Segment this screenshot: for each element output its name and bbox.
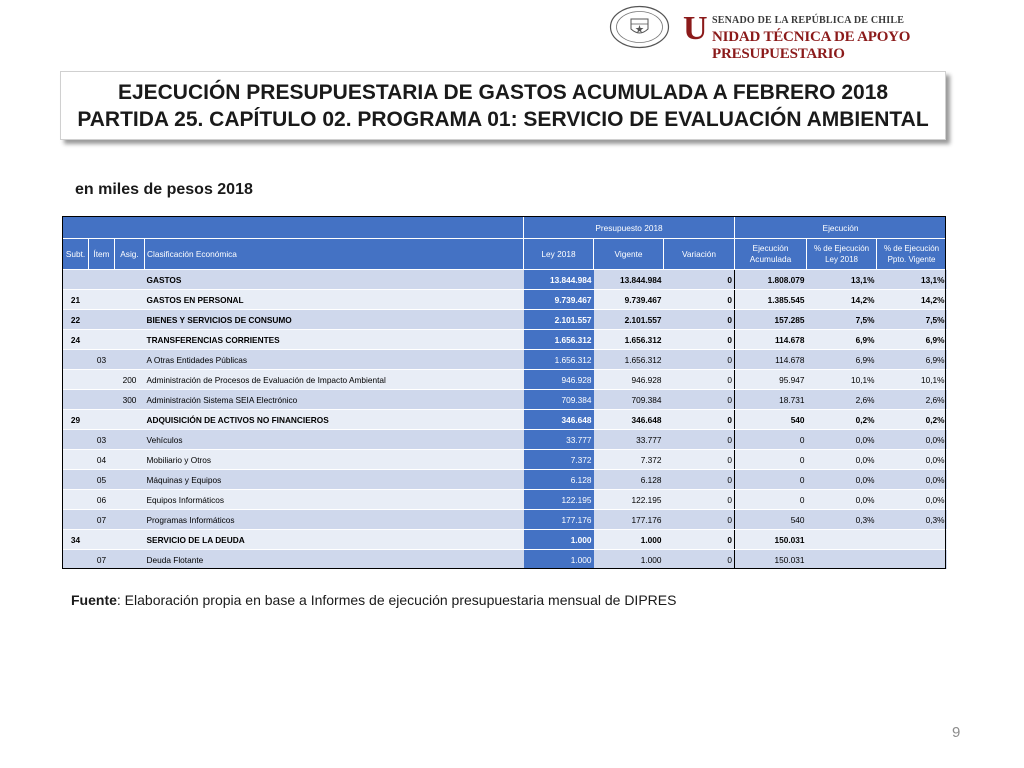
cell-asig <box>115 410 145 430</box>
cell-vigente: 346.648 <box>594 410 664 430</box>
cell-pct-ley: 0,0% <box>807 470 877 490</box>
cell-vigente: 122.195 <box>594 490 664 510</box>
cell-subt <box>63 510 89 530</box>
cell-variacion: 0 <box>664 410 735 430</box>
cell-variacion: 0 <box>664 370 735 390</box>
budget-table <box>62 216 947 570</box>
table-row <box>63 290 947 310</box>
cell-pct-vigente: 2,6% <box>877 390 947 410</box>
cell-pct-vigente: 13,1% <box>877 270 947 290</box>
header-blank <box>63 217 524 239</box>
utap-logo-bottom-line: NIDAD TÉCNICA DE APOYO PRESUPUESTARIO <box>712 29 911 62</box>
table-row <box>63 550 947 570</box>
cell-ejecucion-acumulada: 1.808.079 <box>735 270 807 290</box>
cell-clasificacion: Mobiliario y Otros <box>145 450 524 470</box>
cell-pct-ley: 6,9% <box>807 350 877 370</box>
col-asig: Asig. <box>115 239 145 270</box>
cell-ley: 1.656.312 <box>524 350 594 370</box>
cell-pct-ley <box>807 530 877 550</box>
cell-ejecucion-acumulada: 540 <box>735 410 807 430</box>
cell-pct-vigente <box>877 530 947 550</box>
source-label: Fuente <box>71 592 117 608</box>
cell-vigente: 709.384 <box>594 390 664 410</box>
cell-item <box>89 270 115 290</box>
cell-pct-vigente: 7,5% <box>877 310 947 330</box>
cell-pct-ley: 13,1% <box>807 270 877 290</box>
title-line-2: PARTIDA 25. CAPÍTULO 02. PROGRAMA 01: SERVICIO DE EVALUACIÓN AMBIENTAL <box>77 107 929 131</box>
cell-clasificacion: Máquinas y Equipos <box>145 470 524 490</box>
table-row <box>63 410 947 430</box>
cell-clasificacion: TRANSFERENCIAS CORRIENTES <box>145 330 524 350</box>
cell-variacion: 0 <box>664 350 735 370</box>
col-ley: Ley 2018 <box>524 239 594 270</box>
cell-vigente: 946.928 <box>594 370 664 390</box>
col-ejecucion-acumulada: Ejecución Acumulada <box>735 239 807 270</box>
cell-item: 07 <box>89 510 115 530</box>
cell-pct-ley: 14,2% <box>807 290 877 310</box>
cell-pct-vigente: 0,3% <box>877 510 947 530</box>
source-text: : Elaboración propia en base a Informes de ejecución presupuestaria mensual de DIPRES <box>116 592 677 608</box>
cell-variacion: 0 <box>664 330 735 350</box>
cell-pct-vigente <box>877 550 947 570</box>
cell-ley: 346.648 <box>524 410 594 430</box>
cell-ley: 6.128 <box>524 470 594 490</box>
cell-ley: 2.101.557 <box>524 310 594 330</box>
cell-pct-ley: 2,6% <box>807 390 877 410</box>
cell-item: 03 <box>89 350 115 370</box>
cell-vigente: 6.128 <box>594 470 664 490</box>
cell-pct-vigente: 0,0% <box>877 490 947 510</box>
cell-variacion: 0 <box>664 550 735 570</box>
cell-ejecucion-acumulada: 150.031 <box>735 530 807 550</box>
cell-pct-ley <box>807 550 877 570</box>
cell-ejecucion-acumulada: 0 <box>735 490 807 510</box>
cell-pct-ley: 0,0% <box>807 490 877 510</box>
cell-item <box>89 310 115 330</box>
cell-clasificacion: SERVICIO DE LA DEUDA <box>145 530 524 550</box>
cell-ley: 9.739.467 <box>524 290 594 310</box>
table-row <box>63 430 947 450</box>
cell-pct-ley: 0,0% <box>807 430 877 450</box>
utap-logo-top-line: SENADO DE LA REPÚBLICA DE CHILE <box>712 15 905 26</box>
cell-item: 04 <box>89 450 115 470</box>
cell-vigente: 177.176 <box>594 510 664 530</box>
cell-pct-ley: 0,2% <box>807 410 877 430</box>
cell-ejecucion-acumulada: 95.947 <box>735 370 807 390</box>
cell-subt <box>63 430 89 450</box>
cell-ejecucion-acumulada: 0 <box>735 470 807 490</box>
cell-variacion: 0 <box>664 310 735 330</box>
cell-asig <box>115 510 145 530</box>
cell-subt <box>63 350 89 370</box>
cell-subt <box>63 370 89 390</box>
cell-asig <box>115 330 145 350</box>
source-note <box>71 592 676 608</box>
cell-clasificacion: GASTOS <box>145 270 524 290</box>
table-row <box>63 450 947 470</box>
cell-asig <box>115 490 145 510</box>
cell-subt <box>63 270 89 290</box>
cell-ley: 1.000 <box>524 530 594 550</box>
cell-variacion: 0 <box>664 430 735 450</box>
table-row <box>63 310 947 330</box>
cell-ejecucion-acumulada: 114.678 <box>735 330 807 350</box>
col-vigente: Vigente <box>594 239 664 270</box>
table-row <box>63 510 947 530</box>
cell-subt <box>63 390 89 410</box>
cell-asig <box>115 450 145 470</box>
cell-item <box>89 330 115 350</box>
cell-clasificacion: Vehículos <box>145 430 524 450</box>
cell-vigente: 1.656.312 <box>594 330 664 350</box>
cell-ley: 7.372 <box>524 450 594 470</box>
cell-vigente: 13.844.984 <box>594 270 664 290</box>
units-subtitle: en miles de pesos 2018 <box>75 181 253 198</box>
cell-clasificacion: BIENES Y SERVICIOS DE CONSUMO <box>145 310 524 330</box>
cell-pct-ley: 10,1% <box>807 370 877 390</box>
cell-pct-ley: 6,9% <box>807 330 877 350</box>
cell-pct-vigente: 6,9% <box>877 350 947 370</box>
cell-ley: 1.656.312 <box>524 330 594 350</box>
cell-pct-vigente: 0,2% <box>877 410 947 430</box>
cell-asig <box>115 350 145 370</box>
cell-pct-vigente: 0,0% <box>877 470 947 490</box>
col-subt: Subt. <box>63 239 89 270</box>
cell-item <box>89 290 115 310</box>
cell-vigente: 1.000 <box>594 550 664 570</box>
cell-subt: 24 <box>63 330 89 350</box>
header-ejecucion: Ejecución <box>735 217 947 239</box>
cell-subt: 21 <box>63 290 89 310</box>
col-item: Ítem <box>89 239 115 270</box>
table-row <box>63 530 947 550</box>
cell-variacion: 0 <box>664 450 735 470</box>
header-presupuesto: Presupuesto 2018 <box>524 217 735 239</box>
cell-ejecucion-acumulada: 114.678 <box>735 350 807 370</box>
cell-clasificacion: Administración Sistema SEIA Electrónico <box>145 390 524 410</box>
header-columns-row <box>63 239 947 270</box>
cell-clasificacion: A Otras Entidades Públicas <box>145 350 524 370</box>
cell-asig <box>115 550 145 570</box>
cell-item <box>89 390 115 410</box>
cell-vigente: 1.656.312 <box>594 350 664 370</box>
cell-pct-vigente: 10,1% <box>877 370 947 390</box>
cell-clasificacion: GASTOS EN PERSONAL <box>145 290 524 310</box>
cell-asig: 300 <box>115 390 145 410</box>
header-group-row <box>63 217 947 239</box>
cell-item <box>89 530 115 550</box>
cell-clasificacion: Administración de Procesos de Evaluación de Impacto Ambiental <box>145 370 524 390</box>
cell-pct-vigente: 0,0% <box>877 430 947 450</box>
cell-variacion: 0 <box>664 490 735 510</box>
cell-item <box>89 370 115 390</box>
cell-subt <box>63 490 89 510</box>
cell-variacion: 0 <box>664 530 735 550</box>
col-variacion: Variación <box>664 239 735 270</box>
cell-item: 07 <box>89 550 115 570</box>
col-pct-vigente: % de Ejecución Ppto. Vigente <box>877 239 947 270</box>
cell-ejecucion-acumulada: 0 <box>735 450 807 470</box>
table-row <box>63 350 947 370</box>
cell-ejecucion-acumulada: 157.285 <box>735 310 807 330</box>
cell-item: 06 <box>89 490 115 510</box>
cell-asig <box>115 290 145 310</box>
cell-ejecucion-acumulada: 1.385.545 <box>735 290 807 310</box>
table-row <box>63 370 947 390</box>
cell-vigente: 1.000 <box>594 530 664 550</box>
cell-subt: 29 <box>63 410 89 430</box>
cell-pct-vigente: 6,9% <box>877 330 947 350</box>
cell-subt: 22 <box>63 310 89 330</box>
table-row <box>63 390 947 410</box>
cell-ley: 709.384 <box>524 390 594 410</box>
cell-variacion: 0 <box>664 470 735 490</box>
cell-item: 03 <box>89 430 115 450</box>
cell-asig <box>115 530 145 550</box>
col-clasificacion: Clasificación Económica <box>145 239 524 270</box>
title-box <box>60 71 946 140</box>
cell-subt <box>63 450 89 470</box>
cell-ejecucion-acumulada: 0 <box>735 430 807 450</box>
cell-clasificacion: Programas Informáticos <box>145 510 524 530</box>
cell-ley: 177.176 <box>524 510 594 530</box>
cell-subt: 34 <box>63 530 89 550</box>
cell-variacion: 0 <box>664 510 735 530</box>
cell-pct-ley: 7,5% <box>807 310 877 330</box>
cell-variacion: 0 <box>664 270 735 290</box>
cell-ley: 13.844.984 <box>524 270 594 290</box>
cell-vigente: 2.101.557 <box>594 310 664 330</box>
cell-vigente: 9.739.467 <box>594 290 664 310</box>
cell-asig <box>115 310 145 330</box>
cell-ejecucion-acumulada: 150.031 <box>735 550 807 570</box>
col-pct-ley: % de Ejecución Ley 2018 <box>807 239 877 270</box>
cell-ejecucion-acumulada: 18.731 <box>735 390 807 410</box>
cell-pct-vigente: 14,2% <box>877 290 947 310</box>
cell-ley: 33.777 <box>524 430 594 450</box>
cell-ley: 122.195 <box>524 490 594 510</box>
cell-variacion: 0 <box>664 390 735 410</box>
cell-asig <box>115 430 145 450</box>
cell-vigente: 7.372 <box>594 450 664 470</box>
cell-pct-ley: 0,3% <box>807 510 877 530</box>
cell-variacion: 0 <box>664 290 735 310</box>
cell-pct-vigente: 0,0% <box>877 450 947 470</box>
table-row <box>63 330 947 350</box>
cell-clasificacion: Deuda Flotante <box>145 550 524 570</box>
cell-ley: 1.000 <box>524 550 594 570</box>
cell-asig <box>115 270 145 290</box>
cell-item: 05 <box>89 470 115 490</box>
cell-asig <box>115 470 145 490</box>
cell-pct-ley: 0,0% <box>807 450 877 470</box>
utap-logo-initial: U <box>683 10 708 47</box>
cell-subt <box>63 470 89 490</box>
senate-seal-logo <box>609 5 670 49</box>
cell-vigente: 33.777 <box>594 430 664 450</box>
table-row <box>63 490 947 510</box>
cell-clasificacion: Equipos Informáticos <box>145 490 524 510</box>
cell-clasificacion: ADQUISICIÓN DE ACTIVOS NO FINANCIEROS <box>145 410 524 430</box>
cell-asig: 200 <box>115 370 145 390</box>
table-row <box>63 270 947 290</box>
page-number: 9 <box>952 724 961 741</box>
title-line-1: EJECUCIÓN PRESUPUESTARIA DE GASTOS ACUMULADA A FEBRERO 2018 <box>117 80 889 104</box>
cell-ley: 946.928 <box>524 370 594 390</box>
cell-subt <box>63 550 89 570</box>
table-row <box>63 470 947 490</box>
cell-ejecucion-acumulada: 540 <box>735 510 807 530</box>
cell-item <box>89 410 115 430</box>
